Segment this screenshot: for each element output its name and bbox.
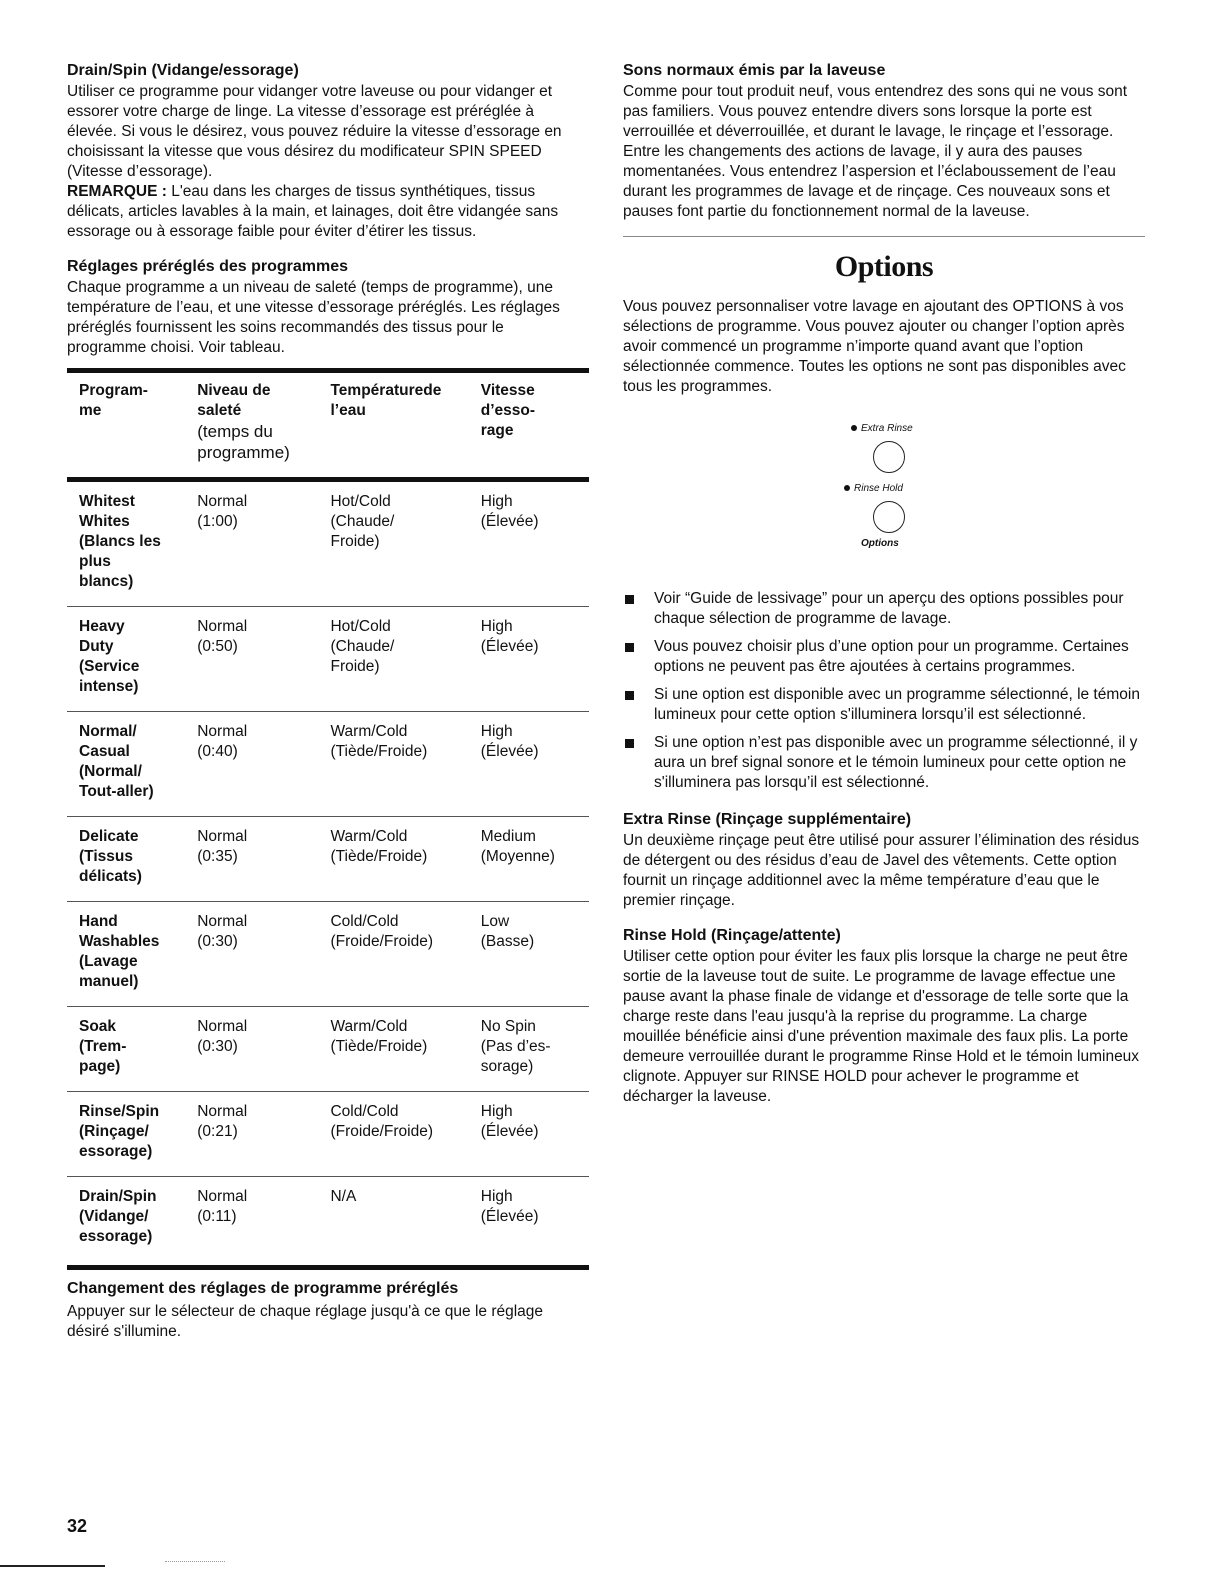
remark-text: L'eau dans les charges de tissus synthétiques, tissus délicats, articles lavables à la main, et lainages, doit être vidangée sans essorage ou à essorage faible pour éviter d’étirer les tissus. [67, 183, 559, 240]
sounds-text: Comme pour tout produit neuf, vous entendrez des sons qui ne vous sont pas familiers. Vous pouvez entendre divers sons lorsque la porte est verrouillée et déverrouillée, et durant le lavage, le rinçage et l’essorage. Entre les changements des actions de lavage, il y aura des pauses momentanées. Vous entendrez l’aspersion et l’éclaboussement de l’eau durant les programmes de lavage et de rinçage. Ces nouveaux sons et pauses font partie du fonctionnement normal de la laveuse. [623, 83, 1128, 220]
cell-soil-level: Normal (0:30) [197, 1007, 330, 1092]
presets-text: Chaque programme a un niveau de saleté (temps de programme), une température de l’eau, et une vitesse d’essorage préréglés. Les réglages préréglés fournissent les soins recommandés des tissus pour le programme choisi. Voir tableau. [67, 279, 560, 356]
sounds-heading: Sons normaux émis par la laveuse [623, 62, 886, 79]
cell-soil-level: Normal (0:21) [197, 1092, 330, 1177]
change-presets-heading: Changement des réglages de programme préréglés [67, 1280, 459, 1297]
indicator-light-icon [844, 485, 850, 491]
extra-rinse-button-icon [873, 441, 905, 473]
cell-water-temp: N/A [330, 1188, 357, 1205]
cell-program: Delicate (Tissus délicats) [67, 817, 197, 902]
cell-spin-speed: High (Élevée) [481, 607, 589, 712]
cell-water-temp: Warm/Cold (Tiède/Froide) [330, 712, 480, 817]
cell-water-temp: Cold/Cold (Froide/Froide) [330, 902, 480, 1007]
table-header-row [67, 371, 589, 480]
cell-spin-speed: No Spin (Pas d’es- sorage) [481, 1007, 589, 1092]
divider [623, 236, 1145, 237]
cell-water-temp: Warm/Cold (Tiède/Froide) [330, 1007, 480, 1092]
options-title: Options [834, 250, 934, 283]
cell-spin-speed: Low (Basse) [481, 902, 589, 1007]
cell-water-temp: Hot/Cold (Chaude/ Froide) [330, 607, 480, 712]
cell-spin-speed: High (Élevée) [481, 712, 589, 817]
cell-spin-speed: Medium (Moyenne) [481, 817, 589, 902]
cell-soil-level: Normal (0:30) [197, 902, 330, 1007]
cell-spin-speed: High (Élevée) [481, 480, 589, 607]
bullet-square-icon [625, 643, 634, 652]
program-presets-table [67, 368, 589, 1270]
rinse-hold-heading: Rinse Hold (Rinçage/attente) [623, 927, 841, 944]
bullet-square-icon [625, 595, 634, 604]
cell-soil-level: Normal (0:35) [197, 817, 330, 902]
table-row [67, 817, 589, 902]
cell-soil-level: Normal (0:11) [197, 1188, 248, 1225]
cell-water-temp: Warm/Cold (Tiède/Froide) [330, 817, 480, 902]
table-row [67, 902, 589, 1007]
remark-paragraph [67, 182, 587, 242]
cell-program: Heavy Duty (Service intense) [67, 607, 197, 712]
change-presets-text: Appuyer sur le sélecteur de chaque réglage jusqu'à ce que le réglage désiré s'illumine. [67, 1303, 544, 1340]
bullet-square-icon [625, 739, 634, 748]
table-row [67, 480, 589, 607]
header-spin-speed: Vitesse d’esso- rage [481, 371, 589, 480]
list-item: Vous pouvez choisir plus d’une option pour un programme. Certaines options ne peuvent pas être ajoutées à certains programmes. [623, 637, 1145, 677]
extra-rinse-text: Un deuxième rinçage peut être utilisé pour assurer l’élimination des résidus de détergent ou des résidus d’eau de Javel des vêtements. Cette option fournit un rinçage additionnel avec la même température d’eau que le premier rinçage. [623, 832, 1140, 909]
cell-program: Normal/ Casual (Normal/ Tout-aller) [67, 712, 197, 817]
cell-soil-level: Normal (0:40) [197, 712, 330, 817]
page-number: 32 [67, 1516, 88, 1536]
footer-mark [165, 1561, 225, 1566]
header-soil-level: Niveau de saleté (temps du programme) [197, 371, 330, 480]
extra-rinse-heading: Extra Rinse (Rinçage supplémentaire) [623, 811, 912, 828]
options-bullet-list [623, 589, 1145, 793]
extra-rinse-label: Extra Rinse [851, 423, 913, 435]
right-column [623, 60, 1145, 1107]
cell-program: Whitest Whites (Blancs les plus blancs) [67, 480, 197, 607]
rinse-hold-text: Utiliser cette option pour éviter les faux plis lorsque la charge ne peut être sortie de la laveuse tout de suite. Le programme de lavage effectue une pause avant la phase finale de vidange et d'essorage de telle sorte que la charge reste dans l'eau jusqu'à la reprise du programme. La charge mouillée bénéficie ainsi d'une prévention maximale des faux plis. La porte demeure verrouillée durant le programme Rinse Hold et le témoin lumineux clignote. Appuyer sur RINSE HOLD pour achever le programme et décharger la laveuse. [623, 948, 1140, 1105]
rinse-hold-button-icon [873, 501, 905, 533]
options-panel-illustration [623, 423, 1145, 573]
footer-rule [0, 1565, 105, 1567]
list-item: Voir “Guide de lessivage” pour un aperçu des options possibles pour chaque sélection de programme de lavage. [623, 589, 1145, 629]
cell-spin-speed: High (Élevée) [480, 1188, 539, 1225]
bullet-square-icon [625, 691, 634, 700]
cell-program: Soak (Trem- page) [67, 1007, 197, 1092]
rinse-hold-label: Rinse Hold [844, 483, 903, 495]
presets-heading: Réglages préréglés des programmes [67, 258, 349, 275]
header-water-temp: Températurede l’eau [330, 371, 480, 480]
table-row [67, 607, 589, 712]
options-panel-label: Options [861, 538, 899, 549]
drain-spin-heading: Drain/Spin (Vidange/essorage) [67, 62, 299, 79]
cell-soil-level: Normal (0:50) [197, 607, 330, 712]
indicator-light-icon [851, 425, 857, 431]
cell-water-temp: Cold/Cold (Froide/Froide) [330, 1092, 480, 1177]
table-body [67, 480, 589, 1268]
cell-program: Drain/Spin (Vidange/ essorage) [79, 1188, 157, 1245]
left-column [67, 60, 587, 1342]
header-program: Program- me [67, 371, 197, 480]
table-row [67, 1177, 589, 1268]
options-text: Vous pouvez personnaliser votre lavage en ajoutant des OPTIONS à vos sélections de programme. Vous pouvez ajouter ou changer l’option après avoir commencé un programme n’importe quand avant que l’option sélectionnée commence. Toutes les options ne sont pas disponibles avec tous les programmes. [623, 298, 1126, 395]
table-row [67, 1092, 589, 1177]
cell-soil-level: Normal (1:00) [197, 480, 330, 607]
table-row [67, 712, 589, 817]
cell-program: Rinse/Spin (Rinçage/ essorage) [67, 1092, 197, 1177]
remark-label: REMARQUE : [67, 183, 167, 200]
list-item: Si une option n’est pas disponible avec un programme sélectionné, il y aura un bref signal sonore et le témoin lumineux pour cette option ne s'illuminera pas lorsqu’il est sélectionné. [623, 733, 1145, 793]
list-item: Si une option est disponible avec un programme sélectionné, le témoin lumineux pour cette option s'illuminera lorsqu’il est sélectionné. [623, 685, 1145, 725]
cell-spin-speed: High (Élevée) [481, 1092, 589, 1177]
drain-spin-text: Utiliser ce programme pour vidanger votre laveuse ou pour vidanger et essorer votre charge de linge. La vitesse d’essorage est préréglée à élevée. Si vous le désirez, vous pouvez réduire la vitesse d’essorage en choisissant la vitesse que vous désirez du modificateur SPIN SPEED (Vitesse d’essorage). [67, 83, 562, 180]
table-row [67, 1007, 589, 1092]
cell-water-temp: Hot/Cold (Chaude/ Froide) [330, 480, 480, 607]
cell-program: Hand Washables (Lavage manuel) [67, 902, 197, 1007]
